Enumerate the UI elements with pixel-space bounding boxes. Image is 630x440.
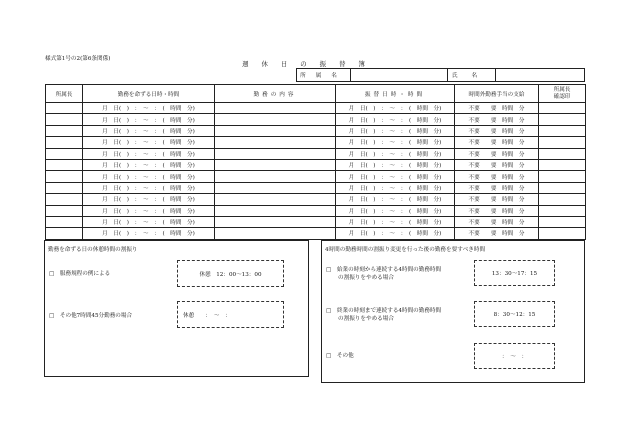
change-other-time-box[interactable]: ： ～ ： <box>474 343 555 369</box>
table-row <box>46 171 586 182</box>
header-supervisor: 所属長 <box>46 85 83 103</box>
name-field[interactable] <box>496 69 584 81</box>
table-row <box>46 182 586 193</box>
stamp-cell[interactable] <box>539 216 586 227</box>
transfer-datetime-cell[interactable]: 月 日( ) ： ～ ： ( 時間 分) <box>336 114 455 125</box>
work-content-cell[interactable] <box>215 205 336 216</box>
change-option-end-line2: の割振りをやめる場合 <box>338 316 394 322</box>
supervisor-cell[interactable] <box>46 228 83 239</box>
table-row <box>46 114 586 125</box>
ordered-datetime-cell[interactable]: 月 日( ) ： ～ ： ( 時間 分) <box>83 159 215 170</box>
break-allocation-section <box>44 240 309 377</box>
transfer-datetime-cell[interactable]: 月 日( ) ： ～ ： ( 時間 分) <box>336 159 455 170</box>
overtime-cell[interactable]: 不要 要 時間 分 <box>455 205 539 216</box>
header-supervisor-stamp <box>539 85 586 103</box>
transfer-table <box>45 84 586 240</box>
ordered-datetime-cell[interactable]: 月 日( ) ： ～ ： ( 時間 分) <box>83 114 215 125</box>
break-other-time-box[interactable]: 休憩 ： ～ ： <box>177 301 284 328</box>
supervisor-cell[interactable] <box>46 194 83 205</box>
work-content-cell[interactable] <box>215 125 336 136</box>
work-content-cell[interactable] <box>215 114 336 125</box>
work-content-cell[interactable] <box>215 182 336 193</box>
header-ordered-datetime: 勤務を命ずる日時・時間 <box>83 85 215 103</box>
work-content-cell[interactable] <box>215 194 336 205</box>
table-row <box>46 137 586 148</box>
hours-change-section <box>321 240 585 383</box>
ordered-datetime-cell[interactable]: 月 日( ) ： ～ ： ( 時間 分) <box>83 182 215 193</box>
transfer-datetime-cell[interactable]: 月 日( ) ： ～ ： ( 時間 分) <box>336 137 455 148</box>
supervisor-cell[interactable] <box>46 182 83 193</box>
table-row <box>46 216 586 227</box>
work-content-cell[interactable] <box>215 171 336 182</box>
change-option-start-line2: の割振りをやめる場合 <box>338 275 394 281</box>
transfer-datetime-cell[interactable]: 月 日( ) ： ～ ： ( 時間 分) <box>336 171 455 182</box>
table-row <box>46 228 586 239</box>
form-number: 様式第1号の2(第6条関係) <box>45 56 111 62</box>
stamp-cell[interactable] <box>539 194 586 205</box>
table-row <box>46 125 586 136</box>
stamp-cell[interactable] <box>539 171 586 182</box>
ordered-datetime-cell[interactable]: 月 日( ) ： ～ ： ( 時間 分) <box>83 148 215 159</box>
overtime-cell[interactable]: 不要 要 時間 分 <box>455 228 539 239</box>
supervisor-cell[interactable] <box>46 137 83 148</box>
supervisor-cell[interactable] <box>46 159 83 170</box>
overtime-cell[interactable]: 不要 要 時間 分 <box>455 137 539 148</box>
transfer-datetime-cell[interactable]: 月 日( ) ： ～ ： ( 時間 分) <box>336 205 455 216</box>
supervisor-cell[interactable] <box>46 171 83 182</box>
stamp-cell[interactable] <box>539 159 586 170</box>
transfer-datetime-cell[interactable]: 月 日( ) ： ～ ： ( 時間 分) <box>336 216 455 227</box>
header-work-content: 勤務の内容 <box>215 85 336 103</box>
ordered-datetime-cell[interactable]: 月 日( ) ： ～ ： ( 時間 分) <box>83 205 215 216</box>
overtime-cell[interactable]: 不要 要 時間 分 <box>455 159 539 170</box>
overtime-cell[interactable]: 不要 要 時間 分 <box>455 182 539 193</box>
ordered-datetime-cell[interactable]: 月 日( ) ： ～ ： ( 時間 分) <box>83 171 215 182</box>
change-end-time-box: 8：30～12：15 <box>474 301 555 327</box>
stamp-cell[interactable] <box>539 137 586 148</box>
overtime-cell[interactable]: 不要 要 時間 分 <box>455 216 539 227</box>
page-title: 週休日の振替簿 <box>242 60 378 68</box>
affiliation-field[interactable] <box>351 69 448 81</box>
transfer-datetime-cell[interactable]: 月 日( ) ： ～ ： ( 時間 分) <box>336 103 455 114</box>
break-option-standard[interactable]: □ 服務規程の例による <box>49 271 111 277</box>
stamp-cell[interactable] <box>539 125 586 136</box>
supervisor-cell[interactable] <box>46 103 83 114</box>
supervisor-cell[interactable] <box>46 114 83 125</box>
overtime-cell[interactable]: 不要 要 時間 分 <box>455 103 539 114</box>
transfer-datetime-cell[interactable]: 月 日( ) ： ～ ： ( 時間 分) <box>336 148 455 159</box>
overtime-cell[interactable]: 不要 要 時間 分 <box>455 148 539 159</box>
stamp-cell[interactable] <box>539 148 586 159</box>
affiliation-row <box>296 68 585 82</box>
transfer-datetime-cell[interactable]: 月 日( ) ： ～ ： ( 時間 分) <box>336 182 455 193</box>
supervisor-cell[interactable] <box>46 205 83 216</box>
stamp-label-line1: 所属長 <box>553 87 571 93</box>
overtime-cell[interactable]: 不要 要 時間 分 <box>455 125 539 136</box>
stamp-cell[interactable] <box>539 114 586 125</box>
overtime-cell[interactable]: 不要 要 時間 分 <box>455 171 539 182</box>
change-option-start[interactable] <box>326 266 441 282</box>
header-overtime-allowance: 時間外勤務手当の支給 <box>455 85 539 103</box>
ordered-datetime-cell[interactable]: 月 日( ) ： ～ ： ( 時間 分) <box>83 103 215 114</box>
break-section-title: 勤務を命ずる日の休憩時間の割振り <box>48 247 138 253</box>
work-content-cell[interactable] <box>215 159 336 170</box>
change-section-title: 4時間の勤務時間の割振り変更を行った後の勤務を要すべき時間 <box>325 247 486 253</box>
supervisor-cell[interactable] <box>46 148 83 159</box>
break-option-other[interactable]: □ その他7時間45分勤務の場合 <box>49 313 133 319</box>
change-option-other[interactable]: □ その他 <box>326 353 354 359</box>
table-row <box>46 194 586 205</box>
change-option-end-line1: □ 終業の時刻まで連続する4時間の勤務時間 <box>326 308 442 314</box>
transfer-datetime-cell[interactable]: 月 日( ) ： ～ ： ( 時間 分) <box>336 194 455 205</box>
ordered-datetime-cell[interactable]: 月 日( ) ： ～ ： ( 時間 分) <box>83 125 215 136</box>
affiliation-label: 所属名 <box>297 69 351 81</box>
overtime-cell[interactable]: 不要 要 時間 分 <box>455 194 539 205</box>
work-content-cell[interactable] <box>215 137 336 148</box>
stamp-label-line2: 確認印 <box>553 93 571 100</box>
overtime-cell[interactable]: 不要 要 時間 分 <box>455 114 539 125</box>
ordered-datetime-cell[interactable]: 月 日( ) ： ～ ： ( 時間 分) <box>83 216 215 227</box>
transfer-datetime-cell[interactable]: 月 日( ) ： ～ ： ( 時間 分) <box>336 228 455 239</box>
ordered-datetime-cell[interactable]: 月 日( ) ： ～ ： ( 時間 分) <box>83 194 215 205</box>
change-option-end[interactable] <box>326 307 441 323</box>
stamp-cell[interactable] <box>539 205 586 216</box>
stamp-cell[interactable] <box>539 103 586 114</box>
transfer-datetime-cell[interactable]: 月 日( ) ： ～ ： ( 時間 分) <box>336 125 455 136</box>
break-standard-time-box: 休憩 12：00～13：00 <box>177 260 284 287</box>
ordered-datetime-cell[interactable]: 月 日( ) ： ～ ： ( 時間 分) <box>83 228 215 239</box>
work-content-cell[interactable] <box>215 216 336 227</box>
supervisor-cell[interactable] <box>46 125 83 136</box>
table-row <box>46 205 586 216</box>
change-option-start-line1: □ 始業の時刻から連続する4時間の勤務時間 <box>326 267 442 273</box>
table-row <box>46 103 586 114</box>
work-content-cell[interactable] <box>215 103 336 114</box>
work-content-cell[interactable] <box>215 228 336 239</box>
work-content-cell[interactable] <box>215 148 336 159</box>
supervisor-cell[interactable] <box>46 216 83 227</box>
stamp-cell[interactable] <box>539 228 586 239</box>
change-start-time-box: 13：30～17：15 <box>474 260 555 286</box>
table-row <box>46 159 586 170</box>
ordered-datetime-cell[interactable]: 月 日( ) ： ～ ： ( 時間 分) <box>83 137 215 148</box>
header-transfer-datetime: 振替日時・時間 <box>336 85 455 103</box>
stamp-cell[interactable] <box>539 182 586 193</box>
name-label: 氏名 <box>448 69 496 81</box>
table-row <box>46 148 586 159</box>
